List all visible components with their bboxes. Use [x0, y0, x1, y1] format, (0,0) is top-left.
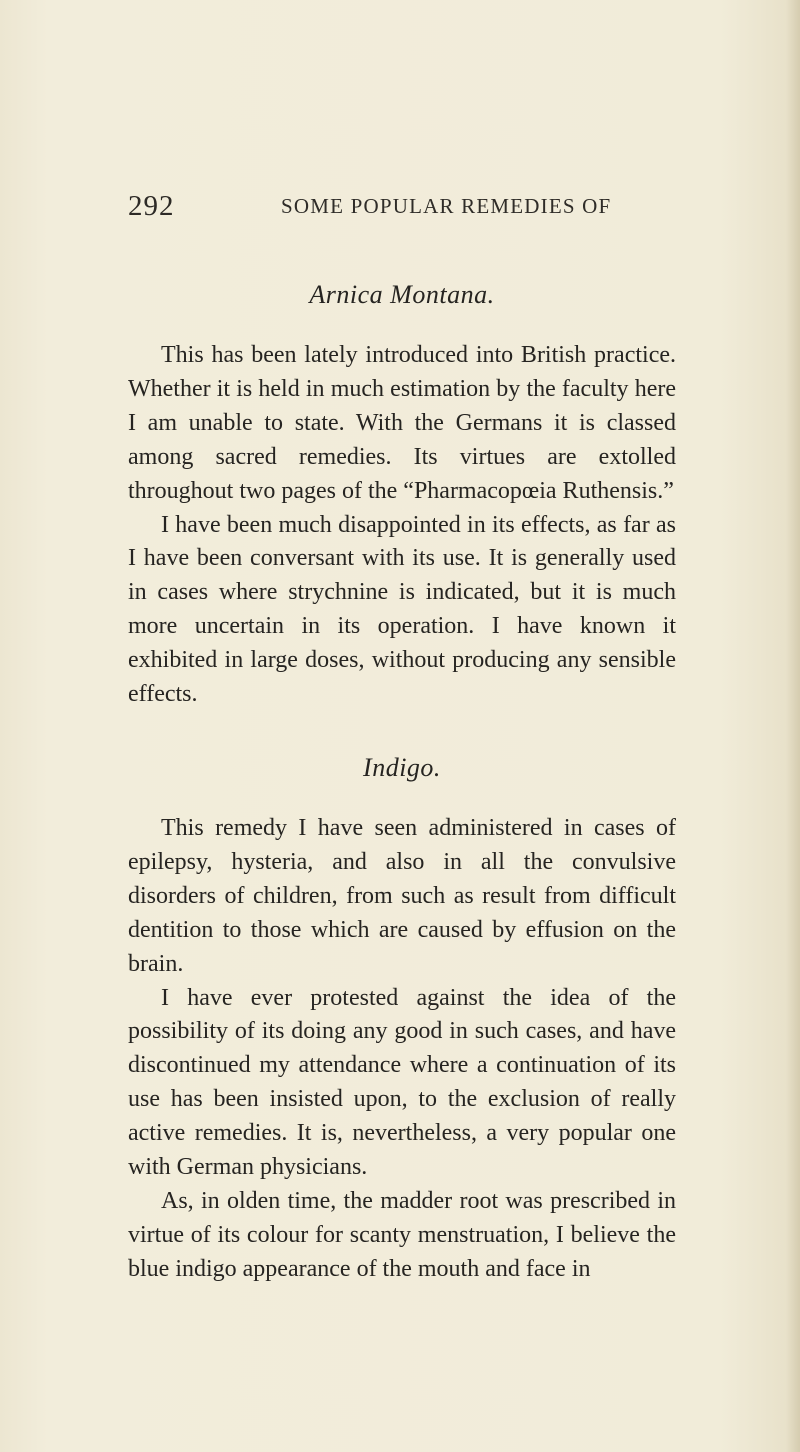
- page-number: 292: [128, 190, 175, 222]
- paragraph: This has been lately introduced into British practice. Whether it is held in much estimation by the faculty here I am unable to state. With the Germans it is classed among sacred remedies. Its virtues are extolled throughout two pages of the “Pharmacopœia Ruthensis.”: [128, 342, 676, 504]
- section-body-arnica: [128, 339, 676, 712]
- section-title-arnica: Arnica Montana.: [309, 280, 495, 309]
- running-title: SOME POPULAR REMEDIES OF: [281, 194, 612, 218]
- page-edge-shadow: [786, 0, 800, 1452]
- running-head: [128, 190, 668, 230]
- section-body-indigo: [128, 812, 676, 1287]
- paragraph: I have ever protested against the idea of the possibility of its doing any good in such cases, and have discontinued my attendance where a continuation of its use has been insisted upon, to the exclusion of really active remedies. It is, nevertheless, a very popular one with German physicians.: [128, 984, 676, 1181]
- section-title-indigo: Indigo.: [363, 753, 441, 782]
- paragraph: I have been much disappointed in its effects, as far as I have been conversant with its use. It is generally used in cases where strychnine is indicated, but it is much more uncertain in its operation. I have known it exhibited in large doses, without producing any sensible effects.: [128, 511, 676, 708]
- paragraph: As, in olden time, the madder root was prescribed in virtue of its colour for scanty menstruation, I believe the blue indigo appearance of the mouth and face in: [128, 1187, 676, 1282]
- paragraph: This remedy I have seen administered in cases of epilepsy, hysteria, and also in all the convulsive disorders of children, from such as result from difficult dentition to those which are caused by effusion on the brain.: [128, 815, 676, 977]
